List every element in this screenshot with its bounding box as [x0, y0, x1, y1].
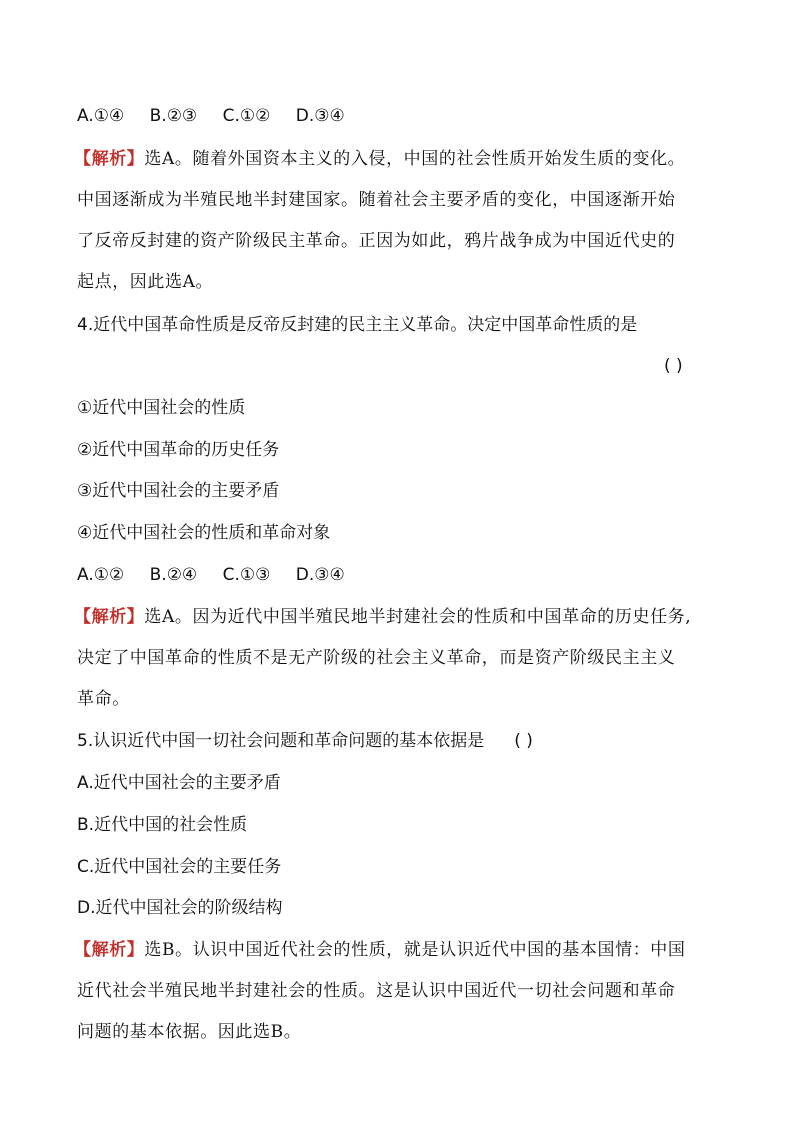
q5-option-c: C.近代中国社会的主要任务 — [77, 857, 282, 877]
q5-analysis-line-3: 问题的基本依据。因此选B。 — [77, 1022, 302, 1042]
q4-analysis-line-2: 决定了中国革命的性质不是无产阶级的社会主义革命，而是资产阶级民主主义 — [77, 648, 676, 668]
q4-item-2: ②近代中国革命的历史任务 — [77, 440, 280, 460]
q3-option-c: C.①② — [222, 106, 271, 126]
q3-option-a: A.①④ — [77, 106, 125, 126]
q5-option-a: A.近代中国社会的主要矛盾 — [77, 773, 281, 793]
q5-analysis-line-2: 近代社会半殖民地半封建社会的性质。这是认识中国近代一切社会问题和革命 — [77, 981, 676, 1001]
q4-answer-paren: ( ) — [664, 356, 683, 376]
q3-options — [77, 104, 365, 128]
q4-analysis-tag: 【解析】 — [74, 607, 145, 627]
q3-option-b: B.②③ — [149, 106, 198, 126]
q4-option-d: D.③④ — [295, 565, 345, 585]
q4-analysis-text-1: 选A。因为近代中国半殖民地半封建社会的性质和中国革命的历史任务, — [144, 607, 692, 627]
q5-option-b: B.近代中国的社会性质 — [77, 815, 248, 835]
q4-options — [77, 563, 365, 587]
q5-option-d: D.近代中国社会的阶级结构 — [77, 898, 283, 918]
q5-stem-text: 5.认识近代中国一切社会问题和革命问题的基本依据是 — [77, 731, 485, 751]
q4-item-1: ①近代中国社会的性质 — [77, 398, 246, 418]
q3-analysis-line-3: 了反帝反封建的资产阶级民主革命。正因为如此，鸦片战争成为中国近代史的 — [77, 231, 676, 251]
q4-analysis-line-1 — [74, 605, 691, 629]
q4-option-c: C.①③ — [222, 565, 271, 585]
q4-item-4: ④近代中国社会的性质和革命对象 — [77, 523, 331, 543]
q3-analysis-line-1 — [74, 147, 685, 171]
q3-analysis-tag: 【解析】 — [74, 149, 145, 169]
q3-analysis-text-1: 选A。随着外国资本主义的入侵，中国的社会性质开始发生质的变化。 — [144, 149, 686, 169]
q5-analysis-line-1 — [74, 938, 686, 962]
q5-analysis-text-1: 选B。认识中国近代社会的性质，就是认识近代中国的基本国情：中国 — [144, 940, 686, 960]
q3-option-d: D.③④ — [295, 106, 345, 126]
q5-answer-paren: ( ) — [514, 731, 533, 751]
q5-stem — [77, 729, 533, 753]
q4-option-a: A.①② — [77, 565, 125, 585]
q4-item-3: ③近代中国社会的主要矛盾 — [77, 481, 280, 501]
q3-analysis-line-2: 中国逐渐成为半殖民地半封建国家。随着社会主要矛盾的变化，中国逐渐开始 — [77, 190, 676, 210]
q5-analysis-tag: 【解析】 — [74, 940, 145, 960]
q4-option-b: B.②④ — [149, 565, 198, 585]
q4-analysis-line-3: 革命。 — [77, 689, 130, 709]
q4-stem: 4.近代中国革命性质是反帝反封建的民主主义革命。决定中国革命性质的是 — [77, 315, 638, 335]
q3-analysis-line-4: 起点，因此选A。 — [77, 272, 214, 292]
